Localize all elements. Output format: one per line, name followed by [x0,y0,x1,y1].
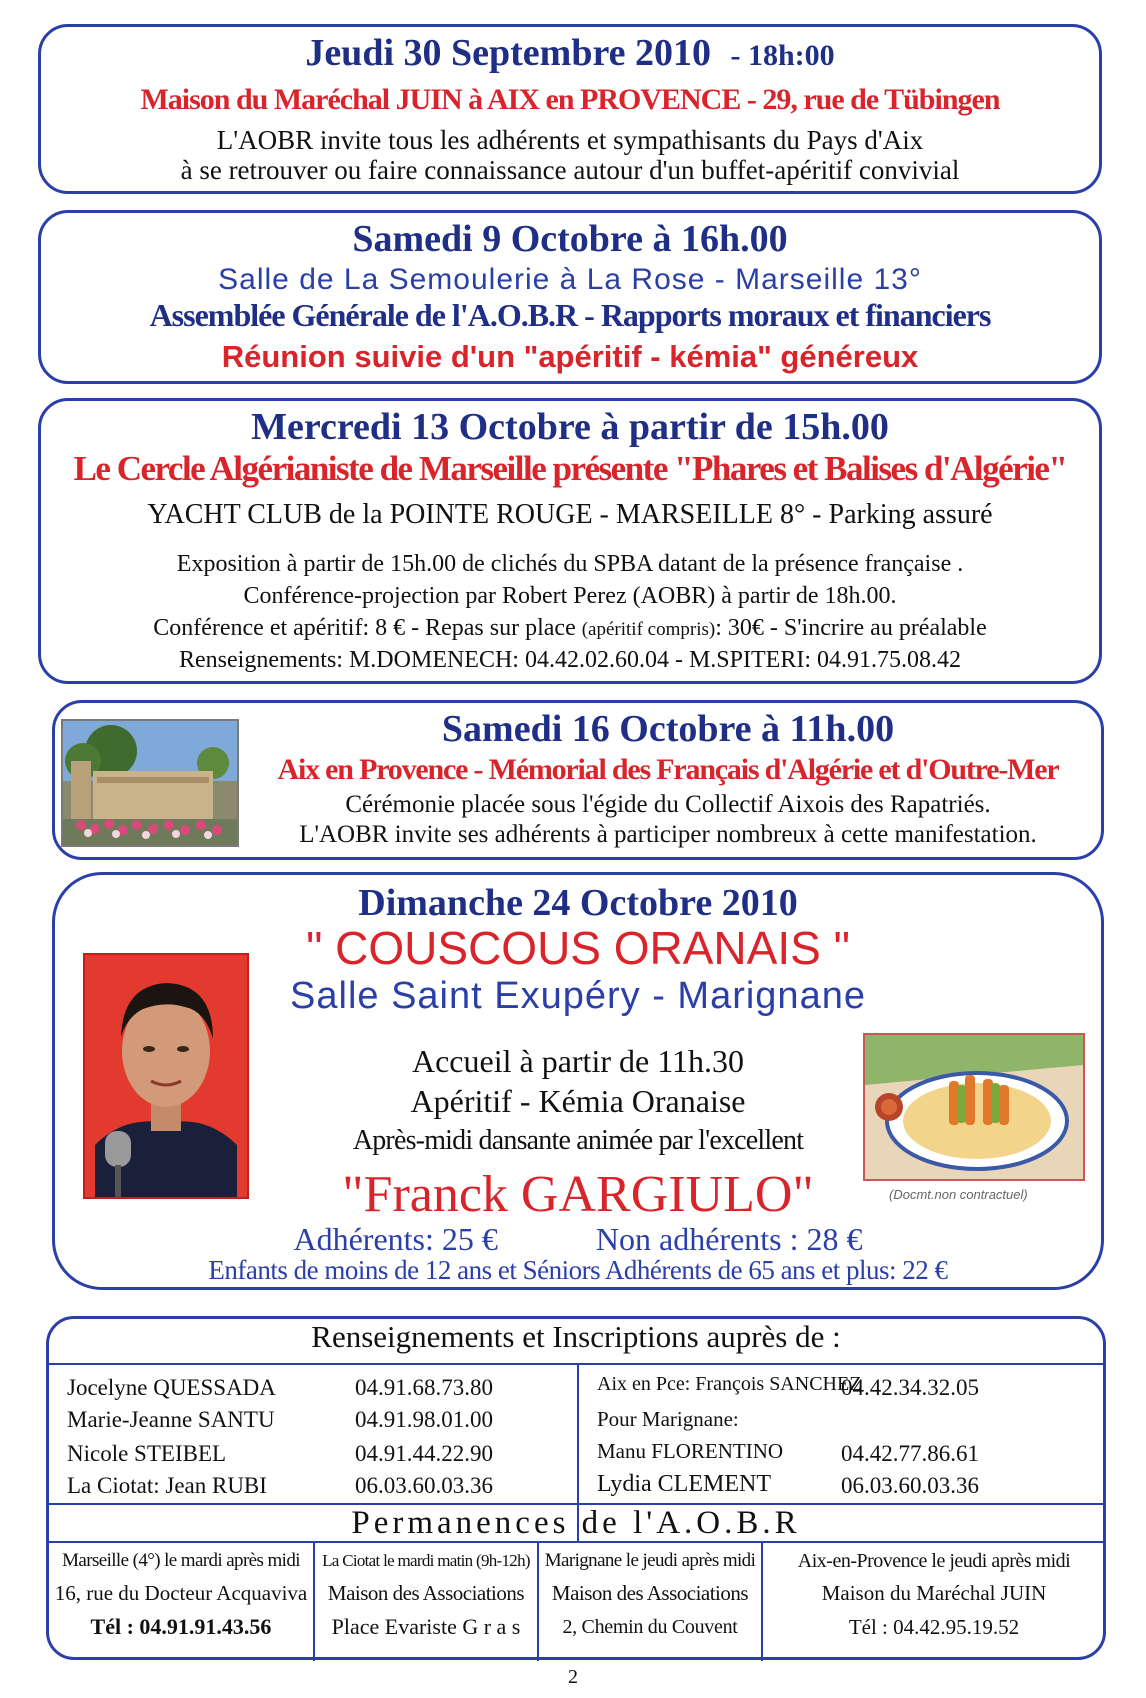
contact-name: Marie-Jeanne SANTU [67,1407,275,1432]
permanence-marignane-l1: Marignane le jeudi après midi [544,1550,756,1571]
event-3-line-1: Exposition à partir de 15h.00 de clichés du SPBA datant de la présence française . [176,551,964,577]
memorial-photo [61,719,239,847]
event-5-line-2: Apéritif - Kémia Oranaise [410,1083,746,1119]
event-box-5 [52,872,1104,1290]
price-member: Adhérents: 25 € [293,1221,498,1257]
permanence-aix-l1: Aix-en-Provence le jeudi après midi [797,1550,1071,1572]
contacts-heading: Renseignements et Inscriptions auprès de : [311,1319,841,1354]
event-4-place: Aix en Provence - Mémorial des Français d'Algérie et d'Outre-Mer [277,753,1059,786]
event-1-time: - 18h:00 [730,39,835,72]
contact-name: Lydia CLEMENT [597,1471,771,1497]
contact-name: Pour Marignane: [597,1407,739,1431]
permanence-aix-l3: Tél : 04.42.95.19.52 [848,1615,1020,1639]
event-2-place: Salle de La Semoulerie à La Rose - Marseille 13° [218,263,922,296]
event-2-date: Samedi 9 Octobre à 16h.00 [352,218,788,260]
event-1-desc-1: L'AOBR invite tous les adhérents et sympathisants du Pays d'Aix [216,125,924,155]
permanence-marseille-l3: Tél : 04.91.91.43.56 [90,1614,272,1639]
contact-phone: 04.42.34.32.05 [841,1375,979,1400]
event-5-prices [55,1221,1101,1258]
event-box-3 [38,398,1102,684]
event-3-line-3-b: (apéritif compris) [581,619,716,640]
contacts-box [46,1316,1106,1660]
event-5-line-1: Accueil à partir de 11h.30 [411,1043,744,1079]
permanences-heading: Permanences de l'A.O.B.R [351,1505,801,1541]
event-5-line-3: Après-midi dansante animée par l'excellent [352,1125,804,1156]
permanence-marseille-l2: 16, rue du Docteur Acquaviva [54,1581,308,1605]
contact-phone: 04.91.44.22.90 [355,1441,493,1466]
contact-name: La Ciotat: Jean RUBI [67,1473,267,1498]
couscous-image [865,1035,1083,1179]
contact-phone: 04.91.68.73.80 [355,1375,493,1400]
contact-phone: 04.42.77.86.61 [841,1441,979,1466]
event-5-title: " COUSCOUS ORANAIS " [306,922,850,974]
event-box-1 [38,24,1102,194]
event-2-note: Réunion suivie d'un "apéritif - kémia" généreux [221,339,919,374]
contact-name: Nicole STEIBEL [67,1441,227,1466]
event-3-line-3-a: Conférence et apéritif: 8 € - Repas sur place [153,615,582,641]
permanence-laciotat-l3: Place Evariste G r a s [331,1614,521,1639]
event-4-date: Samedi 16 Octobre à 11h.00 [441,708,895,750]
permanence-aix-l2: Maison du Maréchal JUIN [821,1581,1047,1605]
event-3-line-3 [41,615,1099,642]
event-4-line-1: Cérémonie placée sous l'égide du Collectif Aixois des Rapatriés. [345,791,991,818]
event-3-place: YACHT CLUB de la POINTE ROUGE - MARSEILLE 8° - Parking assuré [147,499,993,530]
event-1-heading [41,31,1099,75]
permanence-laciotat-l1: La Ciotat le mardi matin (9h-12h) [322,1551,530,1570]
event-3-line-3-c: : 30€ - S'incrire au préalable [715,615,987,641]
couscous-photo [863,1033,1085,1181]
memorial-image [63,721,237,845]
price-nonmember: Non adhérents : 28 € [595,1221,863,1257]
contact-phone: 06.03.60.03.36 [355,1473,493,1498]
event-3-line-2: Conférence-projection par Robert Perez (AOBR) à partir de 18h.00. [243,583,897,609]
photo-caption: (Docmt.non contractuel) [889,1187,1028,1202]
event-box-2 [38,210,1102,384]
event-1-desc-2: à se retrouver ou faire connaissance autour d'un buffet-apéritif convivial [180,155,960,185]
contact-name: Aix en Pce: François SANCHEZ [597,1373,862,1395]
divider [49,1363,1103,1365]
event-5-place: Salle Saint Exupéry - Marignane [290,975,866,1017]
event-3-line-4: Renseignements: M.DOMENECH: 04.42.02.60.04 - M.SPITERI: 04.91.75.08.42 [179,647,961,673]
contact-name: Jocelyne QUESSADA [67,1375,276,1400]
event-1-date: Jeudi 30 Septembre 2010 [305,32,711,74]
contact-phone: 06.03.60.03.36 [841,1473,979,1498]
event-1-place: Maison du Maréchal JUIN à AIX en PROVENCE - 29, rue de Tübingen [140,83,1000,116]
permanence-marignane-l2: Maison des Associations [551,1581,749,1605]
contact-name: Manu FLORENTINO [597,1439,784,1463]
contact-phone: 04.91.98.01.00 [355,1407,493,1432]
permanence-marignane-l3: 2, Chemin du Couvent [562,1616,738,1638]
event-3-title: Le Cercle Algérianiste de Marseille présente "Phares et Balises d'Algérie" [73,449,1067,488]
event-2-title: Assemblée Générale de l'A.O.B.R - Rapports moraux et financiers [149,297,991,333]
price-other: Enfants de moins de 12 ans et Séniors Adhérents de 65 ans et plus: 22 € [208,1255,948,1285]
event-4-line-2: L'AOBR invite ses adhérents à participer nombreux à cette manifestation. [299,821,1037,848]
permanence-marseille-l1: Marseille (4°) le mardi après midi [62,1550,300,1571]
permanence-laciotat-l2: Maison des Associations [327,1581,525,1605]
event-5-artist: "Franck GARGIULO" [342,1166,814,1223]
event-3-date: Mercredi 13 Octobre à partir de 15h.00 [251,406,889,448]
event-box-4 [52,700,1104,860]
page-number: 2 [568,1666,578,1688]
event-5-date: Dimanche 24 Octobre 2010 [358,882,798,924]
